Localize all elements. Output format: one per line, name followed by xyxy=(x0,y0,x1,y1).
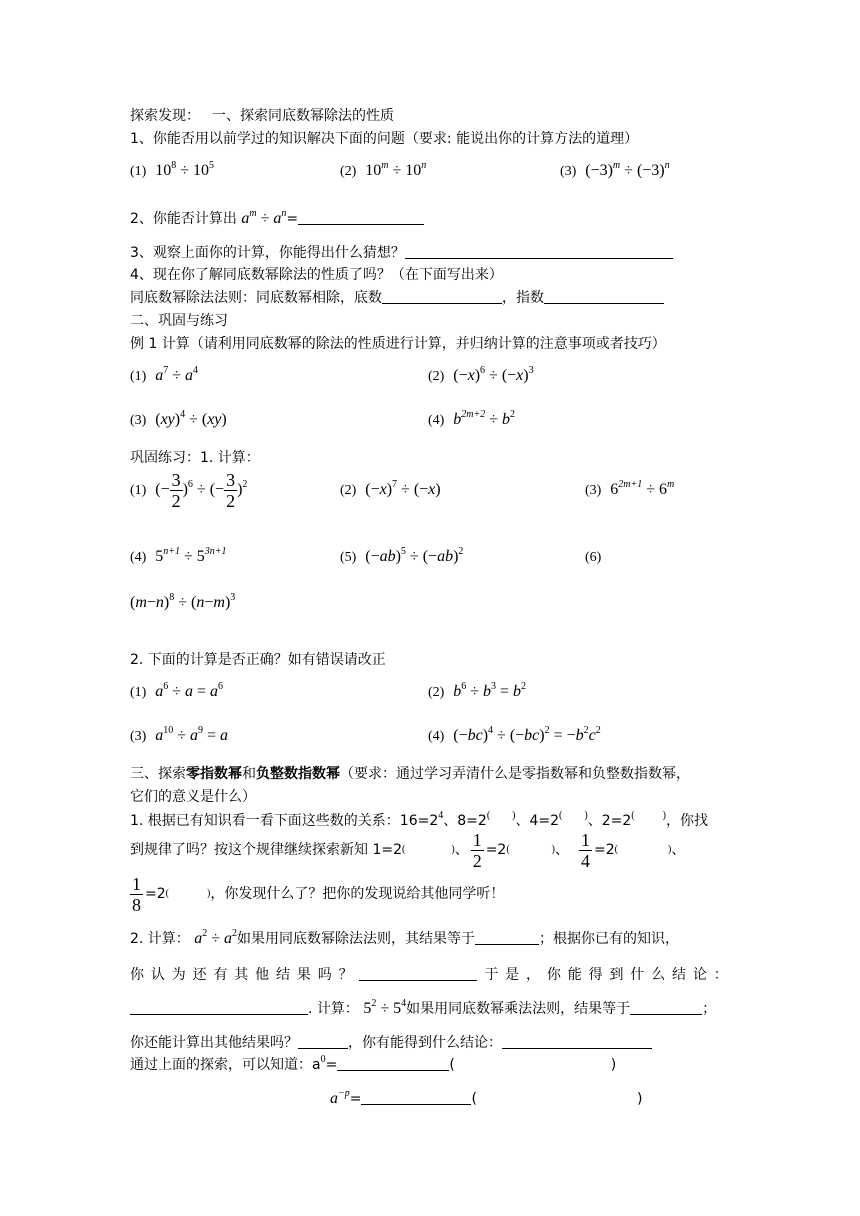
correct-title: 2. 下面的计算是否正确？如有错误请改正 xyxy=(130,652,386,668)
q1-item-3: (3) $(-3)^m \div (-3)^n$ xyxy=(560,160,670,179)
answer-blank[interactable] xyxy=(361,1090,471,1105)
q3-line: 3、观察上面你的计算，你能得出什么猜想？ xyxy=(130,244,673,262)
math-expr: (xy)$^4$ ÷ (xy) xyxy=(155,409,227,428)
s3q1-line2: 到规律了吗？按这个规律继续探索新知 1=2 ( ) 、 $\frac{1}{2}$ =2 ( ) 、 $\frac{1}{4}$ =2 ( ) 、 xyxy=(130,829,686,871)
math-expr: $(-x)^6 \div (-x)^3$ xyxy=(453,365,534,384)
s3q1-line3: $\frac{1}{8}$ =2 ( ) ，你发现什么了？把你的发现说给其他同学听！ xyxy=(132,873,505,915)
q2-line: 2、你能否计算出 $a^m \div a^n=$ xyxy=(130,210,424,228)
math-expr: $a^7 \div a^4$ xyxy=(155,365,199,384)
answer-blank[interactable] xyxy=(382,289,502,304)
header-label: 探索发现： xyxy=(130,108,200,124)
practice-title: 巩固练习：1. 计算： xyxy=(130,450,260,466)
answer-blank[interactable] xyxy=(130,1000,308,1015)
answer-blank[interactable] xyxy=(502,1034,652,1049)
correct-item-2: (2) $b^6 \div b^3 = b^2$ xyxy=(428,681,527,700)
practice-item-3: (3) $6^{2m+1} \div 6^m$ xyxy=(585,479,675,498)
example1-item-2: (2) $(-x)^6 \div (-x)^3$ xyxy=(428,365,534,384)
math-expr: $(-bc)^4 \div (-bc)^2 = -b^2c^2$ xyxy=(453,725,601,744)
example1-title: 例 1 计算（请利用同底数幂的除法的性质进行计算，并归纳计算的注意事项或者技巧） xyxy=(130,336,666,352)
correct-item-4: (4) $(-bc)^4 \div (-bc)^2 = -b^2c^2$ xyxy=(428,725,601,744)
math-expr: $a^2 \div a^2$ xyxy=(194,928,238,947)
math-expr: $10^8 \div 10^5$ xyxy=(155,160,215,179)
fraction: $\frac{1}{2}$ xyxy=(472,829,482,871)
fraction: $\frac{1}{4}$ xyxy=(581,829,591,871)
answer-blank[interactable] xyxy=(337,1056,449,1071)
example1-item-1: (1) $a^7 \div a^4$ xyxy=(130,365,199,384)
answer-blank[interactable] xyxy=(630,1000,702,1015)
s3q2-line1: 2. 计算： $a^2 \div a^2$如果用同底数幂除法法则，其结果等于 ；根据你已有的知识， xyxy=(130,928,680,947)
section2-title: 二、巩固与练习 xyxy=(130,313,228,329)
s3q2-line5: 通过上面的探索，可以知道：$a^0=$ ( ) xyxy=(130,1054,617,1073)
header-line xyxy=(130,107,394,125)
math-expr: $10^m \div 10^n$ xyxy=(365,160,427,179)
practice-item-5: (5) $(-ab)^5 \div (-ab)^2$ xyxy=(340,546,464,565)
s3q2-line6: $a^{-p}=$ ( ) xyxy=(330,1088,643,1107)
math-expr: $a^m \div a^n$ xyxy=(241,208,287,227)
math-expr: $b^6 \div b^3 = b^2$ xyxy=(453,681,527,700)
math-expr: $a^6 \div a = a^6$ xyxy=(155,681,224,700)
math-expr: $(-ab)^5 \div (-ab)^2$ xyxy=(365,546,464,565)
practice-item-1: (1) (− $\frac{3}{2}$ )$^6$ ÷ (− $\frac{3}{2}$ )$^2$ xyxy=(130,470,248,511)
fraction: $\frac{1}{8}$ xyxy=(132,873,141,915)
math-expr: $5^{n+1} \div 5^{3n+1}$ xyxy=(155,546,227,565)
q1-item-2: (2) $10^m \div 10^n$ xyxy=(340,160,427,179)
math-expr: $(m-n)^8 \div (n-m)^3$ xyxy=(130,592,236,611)
answer-blank[interactable] xyxy=(544,289,664,304)
practice-item-2: (2) $(-x)^7 \div (-x)$ xyxy=(340,479,441,498)
answer-blank[interactable] xyxy=(359,966,477,981)
practice-item-4: (4) $5^{n+1} \div 5^{3n+1}$ xyxy=(130,546,227,565)
math-expr: (− $\frac{3}{2}$ )$^6$ ÷ (− $\frac{3}{2}$ )$^2$ xyxy=(155,470,248,511)
answer-blank[interactable] xyxy=(298,210,424,225)
section3-title: 三、探索零指数幂和负整数指数幂（要求：通过学习弄清什么是零指数幂和负整数指数幂， xyxy=(130,766,690,782)
q1-text: 1、你能否用以前学过的知识解决下面的问题（要求: 能说出你的计算方法的道理） xyxy=(130,131,639,147)
section1-title: 一、探索同底数幂除法的性质 xyxy=(212,108,394,124)
example1-item-4: (4) $b^{2m+2} \div b^2$ xyxy=(428,409,515,428)
s3q1-line1: 1. 根据已有知识看一看下面这些数的关系：$16=2^4$、8=2( )、4=2( )、2=2( )，你找 xyxy=(130,810,708,829)
practice-item-6 xyxy=(130,594,235,612)
math-expr: $a^{10} \div a^9 = a$ xyxy=(155,725,229,744)
correct-item-1: (1) $a^6 \div a = a^6$ xyxy=(130,681,224,700)
section3-subtitle: 它们的意义是什么） xyxy=(130,789,256,805)
math-expr: $(-3)^m \div (-3)^n$ xyxy=(585,160,670,179)
s3q2-line4: 你还能计算出其他结果吗？ ，你有能得到什么结论： xyxy=(130,1034,652,1052)
math-expr: $b^{2m+2} \div b^2$ xyxy=(453,409,515,428)
s3q2-line3: . 计算： $5^2 \div 5^4$如果用同底数幂乘法法则，结果等于 ； xyxy=(130,1000,716,1018)
math-expr: $6^{2m+1} \div 6^m$ xyxy=(610,479,675,498)
rule-line: 同底数幂除法法则：同底数幂相除，底数 ，指数 xyxy=(130,289,664,307)
math-expr: $5^2 \div 5^4$ xyxy=(363,998,407,1017)
answer-blank[interactable] xyxy=(405,244,673,259)
math-expr: $(-x)^7 \div (-x)$ xyxy=(365,479,441,498)
correct-item-3: (3) $a^{10} \div a^9 = a$ xyxy=(130,725,229,744)
q4-text: 4、现在你了解同底数幂除法的性质了吗？（在下面写出来） xyxy=(130,267,503,283)
q1-item-1: (1) $10^8 \div 10^5$ xyxy=(130,160,215,179)
example1-item-3: (3) (xy)$^4$ ÷ (xy) xyxy=(130,409,227,428)
practice-item-6-label: (6) xyxy=(585,550,602,565)
math-expr: $a^{-p}$ xyxy=(330,1088,350,1107)
answer-blank[interactable] xyxy=(475,930,539,945)
answer-blank[interactable] xyxy=(298,1034,348,1049)
s3q2-line2: 你 认 为 还 有 其 他 结 果 吗 ？ 于 是 ， 你 能 得 到 什 么 结 论 ： xyxy=(130,967,728,983)
